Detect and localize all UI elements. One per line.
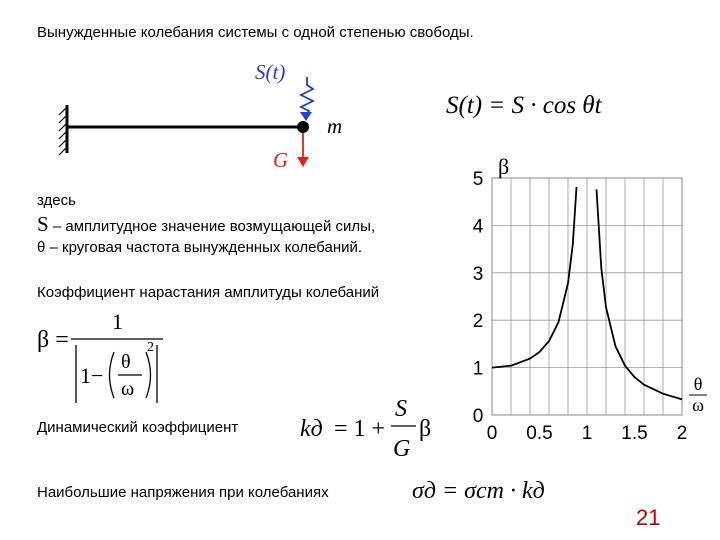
beta-power: 2 (147, 340, 154, 355)
force-arrow (301, 77, 313, 115)
beta-lhs: β = (37, 327, 69, 353)
dynamic-coef-label: Динамический коэффициент (37, 419, 239, 436)
slide-title: Вынужденные колебания системы с одной степенью свободы. (37, 24, 474, 41)
force-label: S(t) (255, 60, 286, 84)
beta-numerator: 1 (112, 309, 123, 334)
s-desc-text: – амплитудное значение возмущающей силы, (48, 218, 376, 235)
paren-right (146, 352, 151, 398)
chart-xlabel (689, 374, 707, 415)
page-number: 21 (636, 505, 661, 530)
x-tick-label: 0.5 (526, 423, 553, 444)
beta-theta: θ (121, 351, 131, 373)
beta-curve (492, 187, 577, 368)
y-tick-label: 5 (472, 169, 484, 190)
beta-formula (35, 305, 185, 410)
theta-description: θ – круговая частота вынужденных колебаний. (37, 239, 363, 256)
s-description (37, 212, 375, 237)
chart-ticks (473, 169, 688, 444)
chart-grid (492, 178, 682, 415)
here-label: здесь (37, 192, 76, 209)
stress-formula: σд = σст · kд (412, 478, 545, 504)
y-tick-label: 2 (472, 311, 484, 333)
max-stress-label: Наибольшие напряжения при колебаниях (37, 484, 329, 501)
kd-numerator: S (395, 396, 407, 422)
weight-arrowhead (297, 157, 309, 167)
xlabel-denominator: ω (692, 395, 704, 415)
beta-minus: − (91, 363, 104, 388)
kd-equals: = 1 + (334, 416, 386, 442)
force-arrowhead (300, 112, 312, 121)
kd-beta: β (419, 416, 432, 442)
growth-coef-label: Коэффициент нарастания амплитуды колебаний (37, 284, 380, 301)
x-tick-label: 1 (581, 423, 593, 444)
y-tick-label: 0 (472, 406, 484, 427)
paren-left (110, 352, 115, 398)
kd-denominator: G (393, 436, 411, 462)
x-tick-label: 0 (486, 423, 498, 444)
force-law-formula: S(t) = S · cos θt (446, 92, 602, 119)
y-tick-label: 1 (472, 358, 484, 380)
kd-symbol: kд (300, 416, 323, 442)
y-tick-label: 3 (472, 263, 484, 285)
dynamic-formula (298, 390, 448, 465)
y-tick-label: 4 (472, 216, 484, 238)
weight-label: G (273, 148, 289, 172)
mass-label: m (327, 114, 343, 138)
s-symbol: S (37, 212, 49, 236)
beta-one: 1 (80, 363, 91, 388)
beta-chart (470, 150, 715, 450)
mass-point (297, 121, 309, 133)
beta-omega: ω (121, 378, 135, 400)
xlabel-numerator: θ (693, 374, 703, 394)
x-tick-label: 2 (676, 423, 688, 444)
chart-ylabel: β (498, 154, 510, 179)
x-tick-label: 1.5 (621, 423, 648, 444)
beam-diagram (55, 55, 375, 180)
